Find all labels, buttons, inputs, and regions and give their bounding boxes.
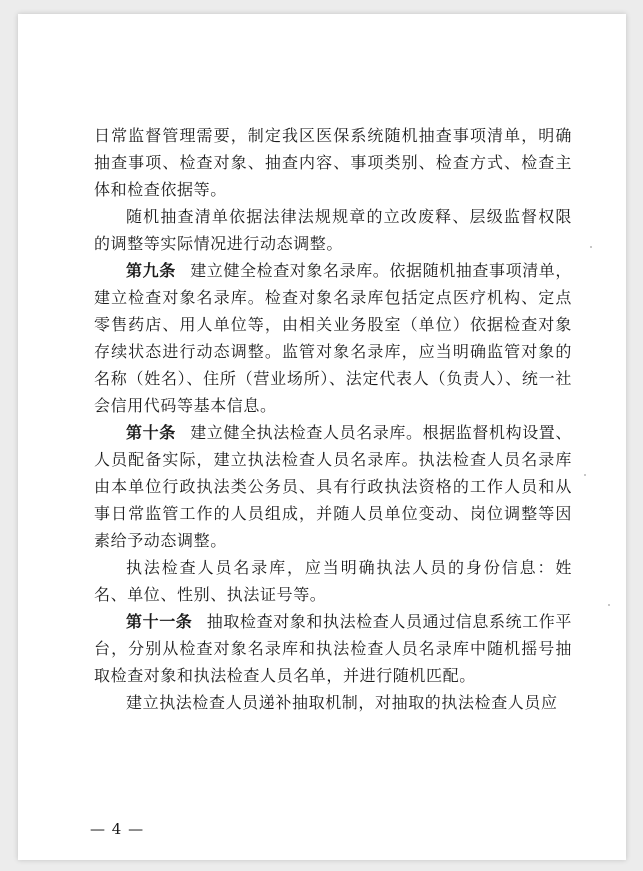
page-number: — 4 —: [90, 820, 145, 838]
paragraph-text: 随机抽查清单依据法律法规规章的立改废释、层级监督权限的调整等实际情况进行动态调整。: [94, 207, 572, 253]
article-label: 第九条: [126, 261, 176, 280]
article-label: 第十条: [126, 423, 176, 442]
paragraph-2: [94, 203, 572, 257]
paragraph-5: [94, 554, 572, 608]
paragraph-text: 建立健全检查对象名录库。依据随机抽查事项清单，建立检查对象名录库。检查对象名录库包括定点医疗机构、定点零售药店、用人单位等，由相关业务股室（单位）依据检查对象存续状态进行动态调整。监管对象名录库，应当明确监管对象的名称（姓名）、住所（营业场所）、法定代表人（负责人）、统一社会信用代码等基本信息。: [94, 261, 573, 415]
paragraph-text: 建立执法检查人员递补抽取机制，对抽取的执法检查人员应: [126, 693, 558, 712]
article-9-paragraph: [94, 257, 572, 419]
paragraph-text: 日常监督管理需要，制定我区医保系统随机抽查事项清单，明确抽查事项、检查对象、抽查内容、事项类别、检查方式、检查主体和检查依据等。: [94, 126, 572, 199]
article-label: 第十一条: [126, 612, 193, 631]
document-body: [94, 122, 572, 716]
scan-speck: [584, 474, 586, 476]
paragraph-text: 建立健全执法检查人员名录库。根据监督机构设置、人员配备实际，建立执法检查人员名录库。执法检查人员名录库由本单位行政执法类公务员、具有行政执法资格的工作人员和从事日常监管工作的人员组成，并随人员单位变动、岗位调整等因素给予动态调整。: [94, 423, 573, 550]
article-10-paragraph: [94, 419, 572, 554]
article-11-paragraph: [94, 608, 572, 689]
document-page: [18, 14, 626, 860]
paragraph-text: 执法检查人员名录库，应当明确执法人员的身份信息：姓名、单位、性别、执法证号等。: [94, 558, 572, 604]
paragraph-text: 抽取检查对象和执法检查人员通过信息系统工作平台，分别从检查对象名录库和执法检查人员名录库中随机摇号抽取检查对象和执法检查人员名单，并进行随机匹配。: [94, 612, 572, 685]
scan-speck: [608, 604, 610, 606]
paragraph-1: [94, 122, 572, 203]
paragraph-7: [94, 689, 572, 716]
scan-speck: [590, 246, 592, 248]
